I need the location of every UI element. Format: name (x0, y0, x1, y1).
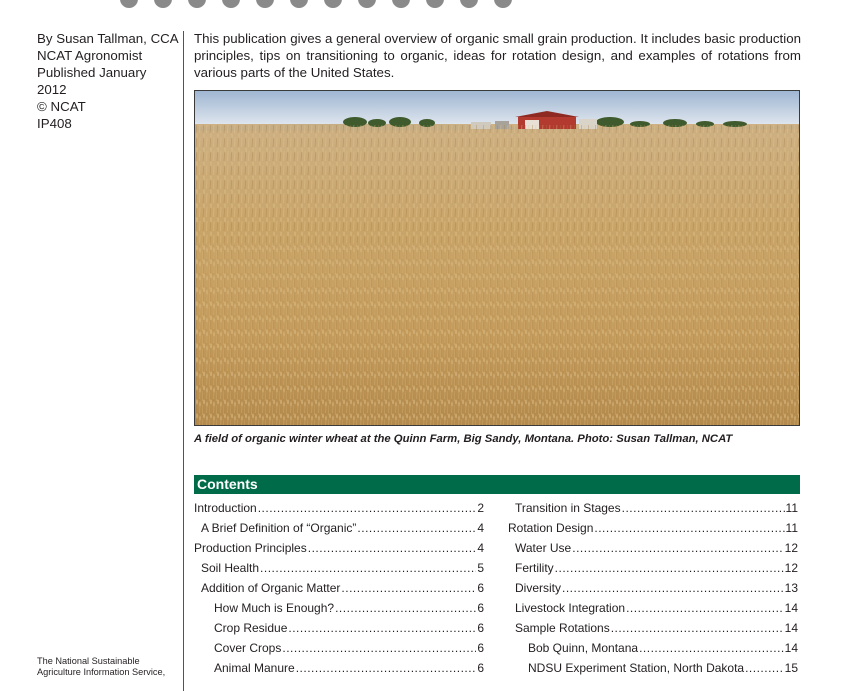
toc-right-column (508, 501, 798, 681)
toc-entry-label: Livestock Integration (515, 601, 626, 615)
toc-entry-label: Water Use (515, 541, 572, 555)
toc-leader (572, 541, 783, 555)
toc-entry[interactable] (508, 621, 798, 641)
toc-leader (611, 621, 784, 635)
toc-entry-page: 14 (784, 601, 798, 615)
toc-entry-page: 12 (784, 561, 798, 575)
contents-heading: Contents (194, 475, 800, 494)
toc-leader (639, 641, 784, 655)
toc-entry-page: 6 (477, 661, 484, 675)
toc-entry-label: Transition in Stages (515, 501, 621, 515)
toc-entry-page: 13 (784, 581, 798, 595)
toc-entry[interactable] (508, 521, 798, 541)
toc-entry[interactable] (194, 641, 484, 661)
photo-caption: A field of organic winter wheat at the Quinn Farm, Big Sandy, Montana. Photo: Susan Tallman, NCAT (194, 433, 733, 445)
toc-leader (622, 501, 785, 515)
toc-leader (296, 661, 477, 675)
toc-entry-label: Fertility (515, 561, 554, 575)
toc-entry[interactable] (508, 601, 798, 621)
toc-leader (562, 581, 784, 595)
toc-entry[interactable] (194, 621, 484, 641)
toc-leader (282, 641, 476, 655)
toc-entry-label: NDSU Experiment Station, North Dakota (528, 661, 745, 675)
published-year: 2012 (37, 82, 67, 97)
toc-entry-page: 11 (785, 501, 798, 515)
toc-entry-label: Diversity (515, 581, 562, 595)
publication-info (37, 30, 182, 132)
toc-entry-label: Addition of Organic Matter (201, 581, 341, 595)
toc-entry-page: 12 (784, 541, 798, 555)
toc-entry-label: Animal Manure (214, 661, 295, 675)
toc-entry[interactable] (194, 561, 484, 581)
author-title-line: NCAT Agronomist (37, 48, 143, 63)
author-line: By Susan Tallman, CCA (37, 31, 179, 46)
toc-entry-page: 14 (784, 621, 798, 635)
toc-entry[interactable] (194, 541, 484, 561)
footer-note: The National Sustainable Agriculture Information Service, (37, 656, 166, 677)
toc-entry-label: Sample Rotations (515, 621, 610, 635)
toc-leader (335, 601, 476, 615)
copyright-line: © NCAT (37, 99, 86, 114)
toc-leader (594, 521, 784, 535)
toc-entry-label: A Brief Definition of “Organic” (201, 521, 357, 535)
toc-entry[interactable] (194, 521, 484, 541)
toc-entry-label: Introduction (194, 501, 257, 515)
toc-entry[interactable] (194, 581, 484, 601)
toc-entry-page: 6 (477, 641, 484, 655)
toc-leader (341, 581, 476, 595)
title-sliver (120, 0, 560, 12)
column-divider (183, 31, 184, 691)
toc-entry-page: 6 (477, 601, 484, 615)
toc-entry-page: 15 (784, 661, 798, 675)
toc-entry-page: 6 (477, 621, 484, 635)
toc-entry[interactable] (508, 541, 798, 561)
toc-leader (745, 661, 784, 675)
toc-entry-page: 2 (477, 501, 484, 515)
toc-entry-page: 4 (477, 521, 484, 535)
toc-leader (288, 621, 476, 635)
toc-entry[interactable] (194, 501, 484, 521)
toc-leader (357, 521, 476, 535)
toc-leader (308, 541, 477, 555)
toc-entry-label: Crop Residue (214, 621, 288, 635)
wheat-field-photo (194, 90, 800, 426)
toc-leader (258, 501, 477, 515)
toc-entry-label: How Much is Enough? (214, 601, 335, 615)
toc-entry-label: Rotation Design (508, 521, 594, 535)
toc-leader (555, 561, 784, 575)
toc-entry-page: 11 (785, 521, 798, 535)
toc-entry-label: Cover Crops (214, 641, 282, 655)
publication-id: IP408 (37, 116, 72, 131)
toc-entry[interactable] (508, 661, 798, 681)
toc-left-column (194, 501, 484, 681)
toc-entry-page: 5 (477, 561, 484, 575)
toc-entry-label: Bob Quinn, Montana (528, 641, 639, 655)
toc-entry-page: 14 (784, 641, 798, 655)
toc-entry[interactable] (508, 561, 798, 581)
toc-entry[interactable] (508, 581, 798, 601)
toc-leader (260, 561, 476, 575)
toc-entry-label: Production Principles (194, 541, 307, 555)
intro-paragraph: This publication gives a general overview of organic small grain production. It includes basic production principles, tips on transitioning to organic, ideas for rotation design, and examples of rotations from various parts of the United States. (194, 31, 801, 80)
toc-entry[interactable] (194, 601, 484, 621)
toc-entry-page: 6 (477, 581, 484, 595)
toc-entry[interactable] (508, 501, 798, 521)
toc-entry[interactable] (194, 661, 484, 681)
published-line: Published January (37, 65, 147, 80)
toc-entry-label: Soil Health (201, 561, 260, 575)
toc-leader (626, 601, 784, 615)
toc-entry-page: 4 (477, 541, 484, 555)
toc-entry[interactable] (508, 641, 798, 661)
